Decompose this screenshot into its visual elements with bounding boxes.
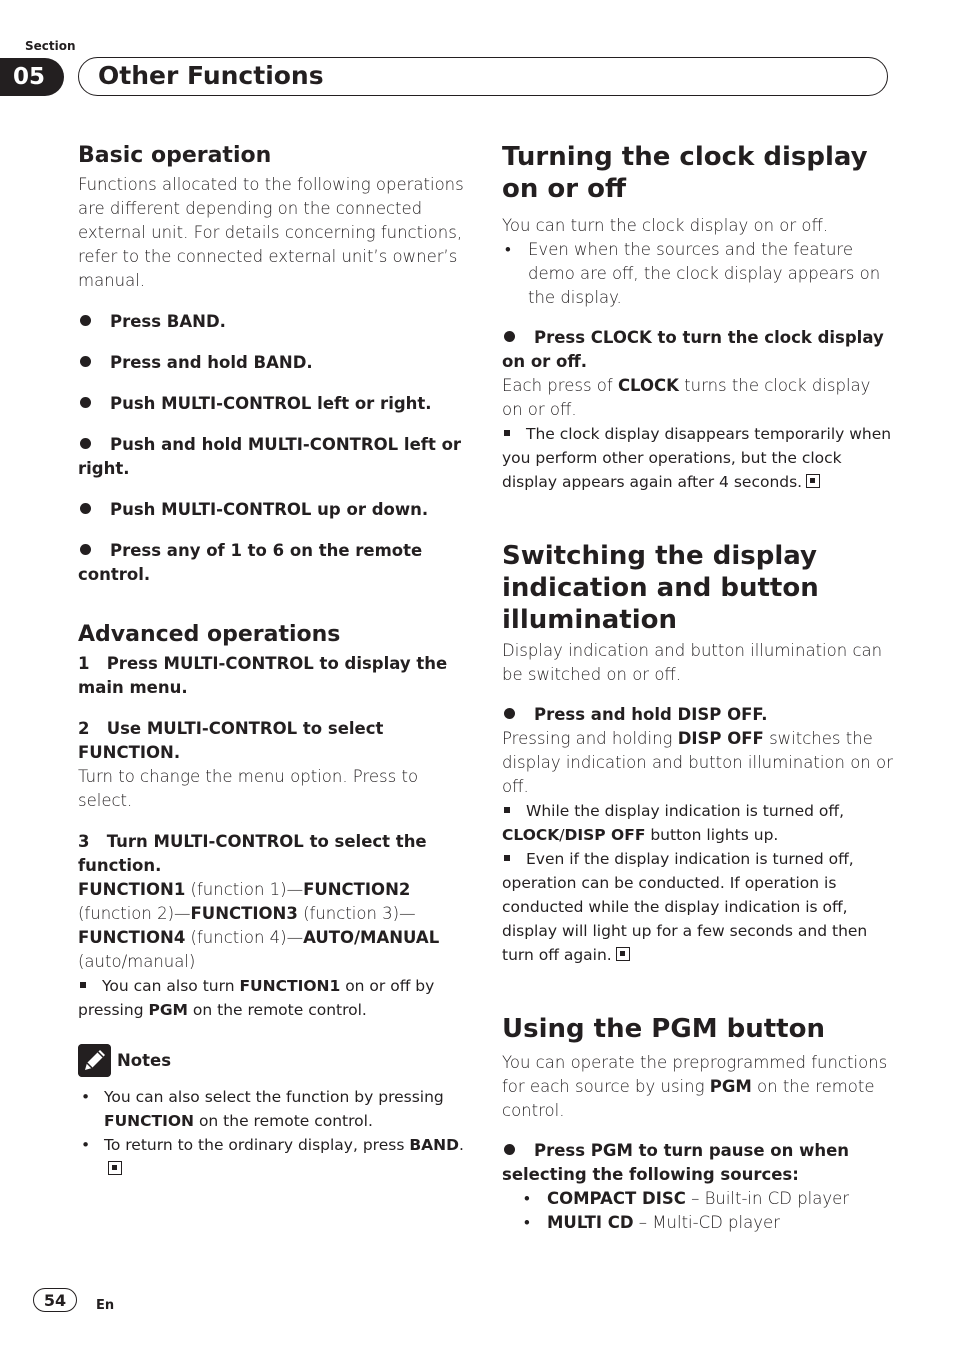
section-title: Other Functions [98, 61, 324, 90]
left-column [78, 141, 468, 1181]
bullet-icon [80, 503, 91, 514]
basic-operation-heading: Basic operation [78, 143, 272, 168]
bullet-icon [80, 544, 91, 555]
display-tip-2: Even if the display indication is turned off, operation can be conducted. If operation is conducted while the display indication is off, display will light up for a few seconds and then turn off again. [502, 850, 868, 964]
notes-label: Notes [117, 1051, 172, 1070]
note-item: • To return to the ordinary display, press BAND. [78, 1133, 468, 1181]
clock-bullet: • Even when the sources and the feature demo are off, the clock display appears on the display. [505, 240, 881, 307]
basic-item: Press any of 1 to 6 on the remote control. [78, 541, 423, 584]
step-1: 1 Press MULTI-CONTROL to display the main menu. [78, 654, 448, 697]
pgm-action: Press PGM to turn pause on when selecting the following sources: [502, 1141, 850, 1184]
right-column [502, 141, 894, 1235]
basic-item: Press and hold BAND. [78, 351, 468, 375]
clock-body: Each press of CLOCK turns the clock display on or off. [502, 376, 871, 419]
end-of-section-icon [616, 947, 630, 961]
language-code: En [96, 1298, 115, 1313]
basic-operation-intro: Functions allocated to the following operations are different depending on the connected external unit. For details concerning functions, refer to the connected external unit’s owner’s manual. [78, 175, 464, 290]
tip-square-icon [80, 982, 86, 988]
tip-square-icon [504, 430, 510, 436]
page-number: 54 [33, 1288, 77, 1312]
bullet-icon [80, 397, 91, 408]
clock-heading: Turning the clock display on or off [502, 142, 868, 204]
bullet-icon [80, 356, 91, 367]
function-options: FUNCTION1 (function 1)—FUNCTION2 (function 2)—FUNCTION3 (function 3)—FUNCTION4 (function 4)—AUTO/MANUAL (auto/manual) [78, 880, 440, 971]
basic-item: Press BAND. [78, 310, 468, 334]
step-3: 3 Turn MULTI-CONTROL to select the function. [78, 832, 427, 875]
basic-item: Push MULTI-CONTROL up or down. [78, 498, 468, 522]
bullet-icon [80, 438, 91, 449]
step-2-body: Turn to change the menu option. Press to select. [78, 767, 419, 810]
pgm-intro: You can operate the preprogrammed functions for each source by using PGM on the remote control. [502, 1053, 888, 1120]
pgm-source-item: • MULTI CD – Multi-CD player [502, 1211, 894, 1235]
end-of-section-icon [108, 1161, 122, 1175]
bullet-icon: • [81, 1136, 91, 1154]
pgm-source-list [502, 1187, 894, 1235]
bullet-icon: • [524, 1213, 530, 1232]
basic-item: Push MULTI-CONTROL left or right. [78, 392, 468, 416]
notes-header [78, 1044, 468, 1077]
pgm-source-item: • COMPACT DISC – Built-in CD player [502, 1187, 894, 1211]
display-tip-1: While the display indication is turned off, CLOCK/DISP OFF button lights up. [502, 802, 844, 844]
tip-square-icon [504, 807, 510, 813]
advanced-operations-heading: Advanced operations [78, 622, 341, 647]
pencil-icon [78, 1044, 111, 1077]
function-tip: You can also turn FUNCTION1 on or off by pressing PGM on the remote control. [78, 977, 435, 1019]
bullet-icon: • [505, 240, 511, 259]
clock-action: Press CLOCK to turn the clock display on or off. [502, 328, 884, 371]
section-label: Section [25, 39, 76, 53]
step-2: 2 Use MULTI-CONTROL to select FUNCTION. [78, 719, 384, 762]
bullet-icon: • [81, 1088, 91, 1106]
bullet-icon: • [524, 1189, 530, 1208]
clock-tip: The clock display disappears temporarily when you perform other operations, but the clock display appears again after 4 seconds. [502, 425, 892, 491]
section-number-badge: 05 [0, 58, 64, 96]
note-item: • You can also select the function by pressing FUNCTION on the remote control. [78, 1085, 468, 1133]
display-body: Pressing and holding DISP OFF switches the display indication and button illumination on or off. [502, 729, 893, 796]
display-action: Press and hold DISP OFF. [502, 703, 894, 727]
bullet-icon [504, 708, 515, 719]
basic-item: Push and hold MULTI-CONTROL left or right. [78, 435, 462, 478]
clock-bullets [502, 238, 894, 310]
bullet-icon [80, 315, 91, 326]
display-heading: Switching the display indication and button illumination [502, 541, 819, 635]
bullet-icon [504, 331, 515, 342]
clock-intro: You can turn the clock display on or off. [502, 216, 829, 235]
basic-operation-list [78, 310, 468, 587]
notes-list [78, 1085, 468, 1181]
bullet-icon [504, 1144, 515, 1155]
end-of-section-icon [806, 474, 820, 488]
tip-square-icon [504, 855, 510, 861]
display-intro: Display indication and button illumination can be switched on or off. [502, 641, 883, 684]
pgm-heading: Using the PGM button [502, 1014, 825, 1044]
